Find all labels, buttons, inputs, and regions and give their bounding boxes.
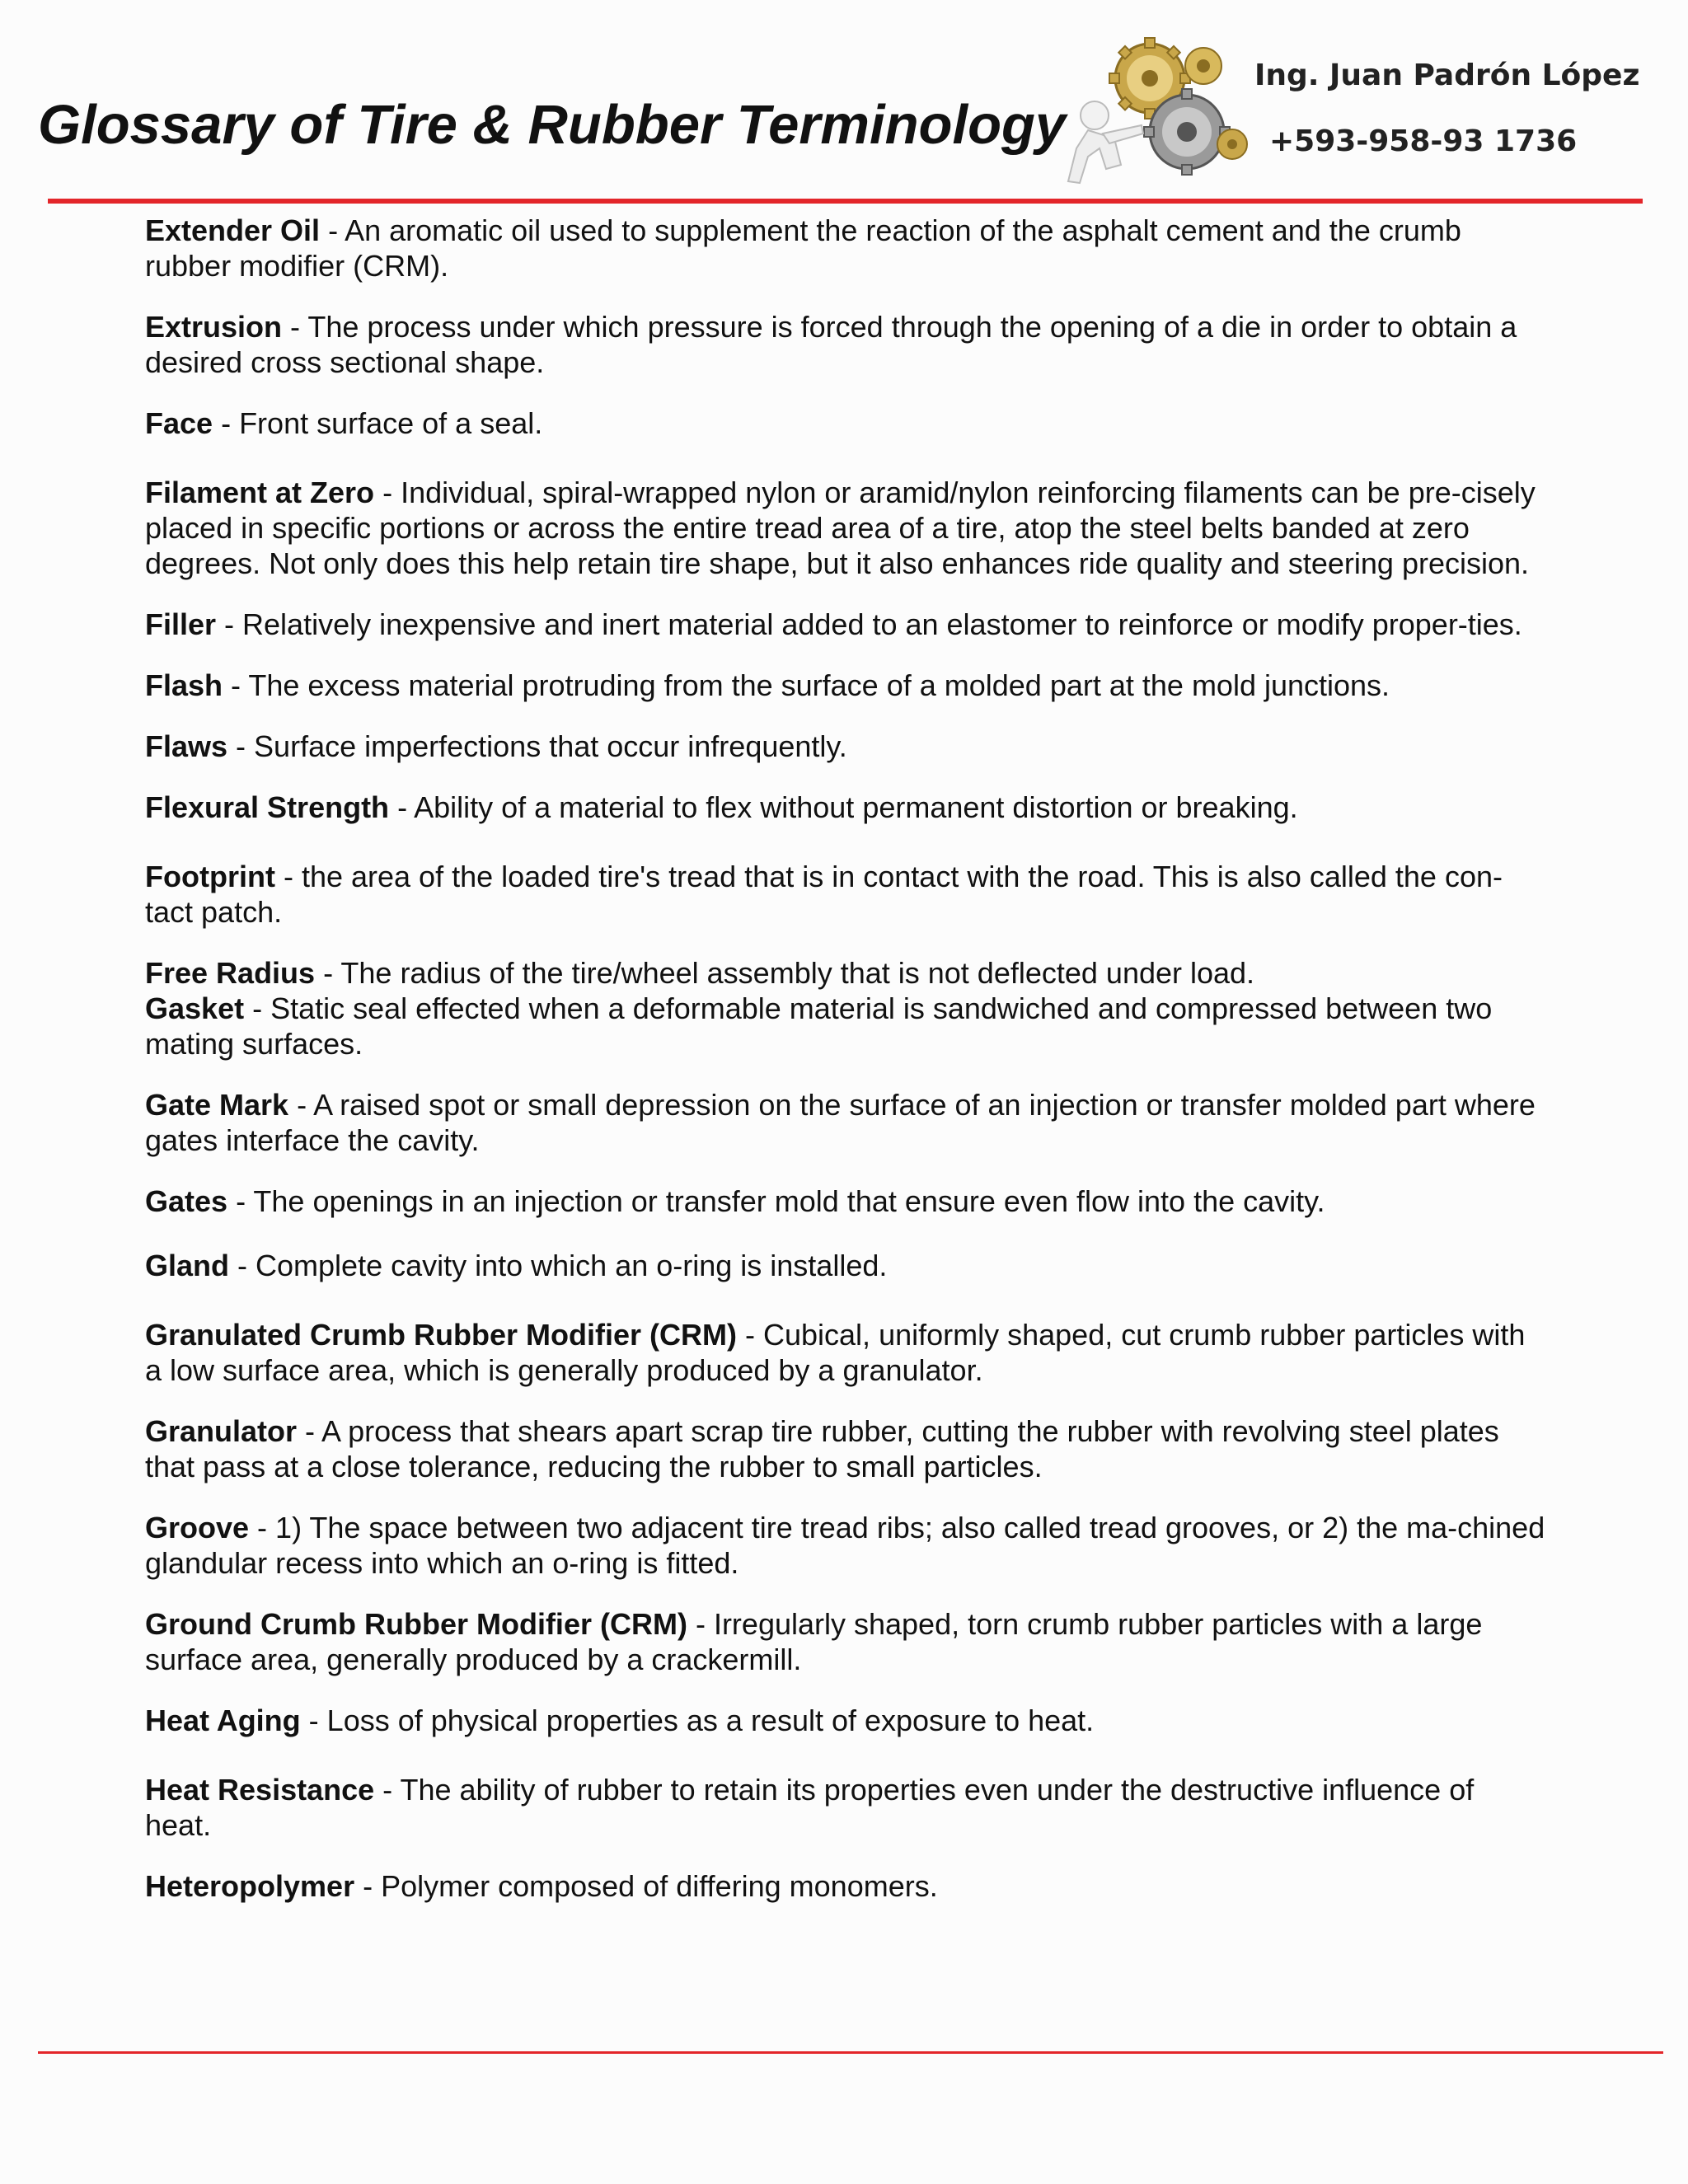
entry-term: Gate Mark <box>145 1088 289 1122</box>
glossary-entry: Gland - Complete cavity into which an o-ring is installed. <box>145 1249 888 1282</box>
entry-definition: Individual, spiral-wrapped nylon or aramid/nylon reinforcing filaments can be pre-cisely placed in specific portions or across the entire tread area of a tire, atop the steel belts banded at zero degrees. Not only does this help retain tire shape, but it also enhances ride quality and steering precision. <box>145 476 1536 580</box>
entry-definition: Relatively inexpensive and inert material added to an elastomer to reinforce or modify proper-ties. <box>242 607 1522 641</box>
entry-definition: The excess material protruding from the surface of a molded part at the mold junctions. <box>248 668 1390 702</box>
header-divider <box>48 199 1643 204</box>
entry-term: Granulator <box>145 1414 298 1448</box>
entry-term: Flexural Strength <box>145 790 390 824</box>
entry-definition: the area of the loaded tire's tread that is in contact with the road. This is also called the con-tact patch. <box>145 860 1503 929</box>
page-title: Glossary of Tire & Rubber Terminology <box>38 94 1067 156</box>
gears-with-figure-icon <box>1063 33 1253 190</box>
entry-definition: Complete cavity into which an o-ring is installed. <box>256 1249 888 1282</box>
footer-divider <box>38 2051 1663 2054</box>
entry-definition: Surface imperfections that occur infrequently. <box>254 729 847 763</box>
entry-definition: The openings in an injection or transfer mold that ensure even flow into the cavity. <box>253 1184 1325 1218</box>
glossary-entry: Granulated Crumb Rubber Modifier (CRM) - Cubical, uniformly shaped, cut crumb rubber particles with a low surface area, which is generally produced by a granulator. <box>145 1318 1526 1387</box>
entry-definition: The ability of rubber to retain its properties even under the destructive influence of heat. <box>145 1773 1475 1842</box>
entry-term: Flaws <box>145 729 228 763</box>
glossary-entry: Flash - The excess material protruding from the surface of a molded part at the mold junctions. <box>145 668 1390 702</box>
glossary-entry: Extrusion - The process under which pressure is forced through the opening of a die in order to obtain a desired cross sectional shape. <box>145 310 1517 379</box>
entry-term: Heat Resistance <box>145 1773 375 1807</box>
glossary-entry: Filler - Relatively inexpensive and inert material added to an elastomer to reinforce or modify proper-ties. <box>145 607 1522 641</box>
glossary-entry: Granulator - A process that shears apart scrap tire rubber, cutting the rubber with revolving steel plates that pass at a close tolerance, reducing the rubber to small particles. <box>145 1414 1499 1483</box>
glossary-entry: Gasket - Static seal effected when a deformable material is sandwiched and compressed between two mating surfaces. <box>145 991 1493 1061</box>
entry-term: Gland <box>145 1249 230 1282</box>
entry-term: Gasket <box>145 991 245 1025</box>
entry-term: Gates <box>145 1184 228 1218</box>
glossary-entry: Face - Front surface of a seal. <box>145 406 543 440</box>
glossary-entry: Filament at Zero - Individual, spiral-wrapped nylon or aramid/nylon reinforcing filaments can be pre-cisely placed in specific portions or across the entire tread area of a tire, atop the steel belts banded at zero degrees. Not only does this help retain tire shape, but it also enhances ride quality and steering precision. <box>145 476 1536 580</box>
entry-definition: Front surface of a seal. <box>239 406 543 440</box>
entry-definition: Ability of a material to flex without permanent distortion or breaking. <box>414 790 1298 824</box>
glossary-entry: Groove - 1) The space between two adjacent tire tread ribs; also called tread grooves, or 2) the ma-chined glandular recess into which an o-ring is fitted. <box>145 1511 1545 1580</box>
entry-term: Heat Aging <box>145 1704 301 1737</box>
entry-term: Flash <box>145 668 223 702</box>
entry-definition: A raised spot or small depression on the surface of an injection or transfer molded part where gates interface the cavity. <box>145 1088 1536 1157</box>
entry-definition: A process that shears apart scrap tire rubber, cutting the rubber with revolving steel plates that pass at a close tolerance, reducing the rubber to small particles. <box>145 1414 1499 1483</box>
glossary-list <box>145 213 1546 1904</box>
entry-definition: Polymer composed of differing monomers. <box>381 1869 938 1903</box>
glossary-entry: Extender Oil - An aromatic oil used to supplement the reaction of the asphalt cement and the crumb rubber modifier (CRM). <box>145 213 1461 283</box>
glossary-entry: Footprint - the area of the loaded tire's tread that is in contact with the road. This is also called the con-tact patch. <box>145 860 1503 929</box>
entry-term: Free Radius <box>145 956 316 990</box>
entry-definition: Cubical, uniformly shaped, cut crumb rubber particles with a low surface area, which is generally produced by a granulator. <box>145 1318 1526 1387</box>
glossary-entry: Flexural Strength - Ability of a material to flex without permanent distortion or breaking. <box>145 790 1298 824</box>
entry-definition: The radius of the tire/wheel assembly that is not deflected under load. <box>340 956 1255 990</box>
author-name: Ing. Juan Padrón López <box>1254 59 1640 92</box>
entry-term: Filament at Zero <box>145 476 375 509</box>
glossary-entry: Heat Resistance - The ability of rubber to retain its properties even under the destructive influence of heat. <box>145 1773 1475 1842</box>
small-gear-icon <box>1185 48 1221 84</box>
entry-definition: Irregularly shaped, torn crumb rubber particles with a large surface area, generally produced by a crackermill. <box>145 1607 1483 1676</box>
entry-definition: 1) The space between two adjacent tire tread ribs; also called tread grooves, or 2) the ma-chined glandular recess into which an o-ring is fitted. <box>145 1511 1545 1580</box>
figure-icon <box>1068 101 1143 183</box>
entry-definition: The process under which pressure is forced through the opening of a die in order to obtain a desired cross sectional shape. <box>145 310 1517 379</box>
author-phone: +593-958-93 1736 <box>1269 124 1578 158</box>
entry-term: Face <box>145 406 213 440</box>
entry-term: Filler <box>145 607 217 641</box>
glossary-entry: Heat Aging - Loss of physical properties as a result of exposure to heat. <box>145 1704 1095 1737</box>
glossary-entry: Heteropolymer - Polymer composed of differing monomers. <box>145 1869 938 1903</box>
entry-definition: An aromatic oil used to supplement the reaction of the asphalt cement and the crumb rubber modifier (CRM). <box>145 213 1461 283</box>
entry-term: Ground Crumb Rubber Modifier (CRM) <box>145 1607 687 1641</box>
entry-term: Groove <box>145 1511 250 1544</box>
glossary-entry: Flaws - Surface imperfections that occur infrequently. <box>145 729 847 763</box>
entry-term: Granulated Crumb Rubber Modifier (CRM) <box>145 1318 737 1352</box>
glossary-entry: Gates - The openings in an injection or transfer mold that ensure even flow into the cavity. <box>145 1184 1325 1218</box>
glossary-entry: Free Radius - The radius of the tire/wheel assembly that is not deflected under load. <box>145 956 1255 990</box>
entry-term: Heteropolymer <box>145 1869 355 1903</box>
entry-definition: Loss of physical properties as a result of exposure to heat. <box>326 1704 1095 1737</box>
entry-term: Extender Oil <box>145 213 321 247</box>
entry-definition: Static seal effected when a deformable material is sandwiched and compressed between two mating surfaces. <box>145 991 1493 1061</box>
entry-term: Extrusion <box>145 310 283 344</box>
entry-term: Footprint <box>145 860 275 893</box>
glossary-entry: Ground Crumb Rubber Modifier (CRM) - Irregularly shaped, torn crumb rubber particles with a large surface area, generally produced by a crackermill. <box>145 1607 1483 1676</box>
glossary-entry: Gate Mark - A raised spot or small depression on the surface of an injection or transfer molded part where gates interface the cavity. <box>145 1088 1536 1157</box>
